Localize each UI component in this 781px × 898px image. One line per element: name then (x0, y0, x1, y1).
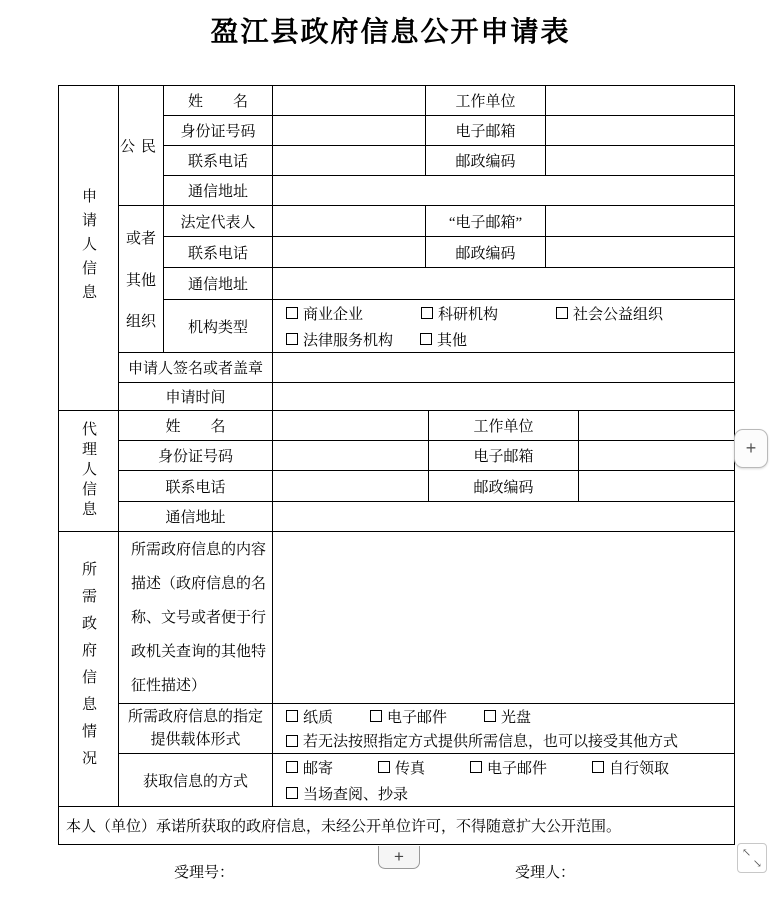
citizen-id-label: 身份证号码 (164, 116, 273, 146)
checkbox-label: 自行领取 (609, 760, 670, 777)
table-row (119, 502, 734, 532)
table-row (164, 116, 734, 146)
content-desc-value[interactable] (273, 532, 734, 704)
receiver-label: 受理人： (515, 865, 576, 881)
add-row-button[interactable] (378, 846, 420, 869)
organization-group-label-line: 其他 (125, 272, 156, 289)
agent-name-label: 姓 名 (119, 411, 273, 441)
agent-name-value[interactable] (273, 411, 429, 441)
org-address-value[interactable] (273, 268, 734, 300)
citizen-postcode-label: 邮政编码 (426, 146, 546, 176)
citizen-address-label: 通信地址 (164, 176, 273, 206)
content-desc-label-line: 政机关查询的其他特 (131, 643, 267, 660)
table-row (119, 754, 734, 807)
agent-address-value[interactable] (273, 502, 734, 532)
carrier-form-label-line: 所需政府信息的指定 (127, 708, 263, 725)
agent-phone-value[interactable] (273, 471, 429, 502)
signature-value[interactable] (273, 353, 734, 383)
checkbox-label: 科研机构 (438, 306, 499, 323)
checkbox-label: 电子邮件 (487, 760, 548, 777)
citizen-phone-label: 联系电话 (164, 146, 273, 176)
table-row (164, 146, 734, 176)
checkbox-icon[interactable] (420, 333, 432, 345)
requested-info-section-label: 所需政府信息情况 (59, 532, 119, 807)
checkbox-icon[interactable] (421, 307, 433, 319)
checkbox-label: 传真 (395, 760, 426, 777)
checkbox-option-public-welfare[interactable] (556, 303, 663, 324)
table-row (119, 532, 734, 704)
table-row (119, 441, 734, 471)
commitment-statement: 本人（单位）承诺所获取的政府信息，未经公开单位许可，不得随意扩大公开范围。 (66, 819, 622, 835)
agent-email-value[interactable] (579, 441, 734, 471)
agent-email-label: 电子邮箱 (429, 441, 579, 471)
checkbox-option-research[interactable] (421, 303, 498, 324)
requested-info-section (59, 532, 734, 807)
checkbox-label: 邮寄 (303, 760, 334, 777)
agent-postcode-label: 邮政编码 (429, 471, 579, 502)
table-row (164, 176, 734, 206)
checkbox-option-cd[interactable] (484, 706, 531, 727)
agent-section-label: 代理人信息 (59, 411, 119, 532)
table-row (164, 206, 734, 237)
applicant-section (59, 86, 734, 411)
organization-group-label-line: 组织 (125, 314, 156, 331)
org-email-value[interactable] (546, 206, 734, 237)
checkbox-label: 商业企业 (303, 306, 364, 323)
citizen-phone-value[interactable] (273, 146, 426, 176)
checkbox-icon[interactable] (286, 761, 298, 773)
checkbox-label: 光盘 (501, 709, 532, 726)
checkbox-icon[interactable] (286, 787, 298, 799)
checkbox-option-other[interactable] (420, 329, 467, 350)
agent-phone-label: 联系电话 (119, 471, 273, 502)
citizen-postcode-value[interactable] (546, 146, 734, 176)
org-postcode-label: 邮政编码 (426, 237, 546, 268)
carrier-form-options (273, 704, 734, 754)
citizen-email-value[interactable] (546, 116, 734, 146)
content-desc-label-line: 所需政府信息的内容 (131, 541, 267, 558)
carrier-form-label-line: 提供载体形式 (150, 731, 241, 748)
org-legal-rep-value[interactable] (273, 206, 426, 237)
plus-icon: + (745, 438, 757, 458)
checkbox-label: 纸质 (303, 709, 334, 726)
agent-workunit-value[interactable] (579, 411, 734, 441)
apply-time-value[interactable] (273, 383, 734, 411)
organization-group-label (119, 206, 164, 353)
content-desc-label-line: 描述（政府信息的名 (131, 575, 267, 592)
checkbox-label: 法律服务机构 (303, 332, 394, 349)
content-desc-label (119, 532, 273, 704)
checkbox-icon[interactable] (378, 761, 390, 773)
org-type-options (273, 300, 734, 353)
checkbox-icon[interactable] (286, 735, 298, 747)
obtain-method-options (273, 754, 734, 807)
checkbox-icon[interactable] (286, 710, 298, 722)
checkbox-icon[interactable] (370, 710, 382, 722)
checkbox-icon[interactable] (592, 761, 604, 773)
plus-icon: + (394, 847, 404, 866)
carrier-form-label (119, 704, 273, 754)
applicant-section-label: 申请人信息 (59, 86, 119, 411)
table-row (119, 353, 734, 383)
signature-label: 申请人签名或者盖章 (119, 353, 273, 383)
page-title: 盈江县政府信息公开申请表 (210, 17, 571, 48)
checkbox-icon[interactable] (484, 710, 496, 722)
citizen-email-label: 电子邮箱 (426, 116, 546, 146)
table-row (119, 704, 734, 754)
citizen-workunit-label: 工作单位 (426, 86, 546, 116)
org-postcode-value[interactable] (546, 237, 734, 268)
citizen-workunit-value[interactable] (546, 86, 734, 116)
checkbox-option-accept-other[interactable] (286, 730, 678, 751)
citizen-block (119, 86, 734, 206)
checkbox-option-mail[interactable] (286, 757, 333, 778)
org-type-label: 机构类型 (164, 300, 273, 353)
checkbox-option-email-obtain[interactable] (470, 757, 547, 778)
agent-id-label: 身份证号码 (119, 441, 273, 471)
organization-group-label-line: 或者 (125, 230, 156, 247)
checkbox-option-paper[interactable] (286, 706, 333, 727)
org-phone-label: 联系电话 (164, 237, 273, 268)
agent-section (59, 411, 734, 532)
table-row (119, 471, 734, 502)
checkbox-icon[interactable] (286, 307, 298, 319)
citizen-name-label: 姓 名 (164, 86, 273, 116)
org-address-label: 通信地址 (164, 268, 273, 300)
resize-table-button[interactable] (737, 843, 767, 873)
content-desc-label-line: 称、文号或者便于行 (131, 609, 267, 626)
agent-workunit-label: 工作单位 (429, 411, 579, 441)
table-row (164, 86, 734, 116)
receipt-number-label: 受理号： (174, 865, 235, 881)
checkbox-label: 电子邮件 (387, 709, 448, 726)
content-desc-label-line: 征性描述） (131, 677, 207, 694)
obtain-method-label: 获取信息的方式 (119, 754, 273, 807)
add-column-button[interactable] (734, 429, 768, 468)
checkbox-label: 社会公益组织 (573, 306, 664, 323)
checkbox-label: 若无法按照指定方式提供所需信息，也可以接受其他方式 (303, 734, 679, 751)
organization-block (119, 206, 734, 353)
citizen-id-value[interactable] (273, 116, 426, 146)
apply-time-label: 申请时间 (119, 383, 273, 411)
table-row (119, 411, 734, 441)
agent-address-label: 通信地址 (119, 502, 273, 532)
citizen-name-value[interactable] (273, 86, 426, 116)
table-row (164, 300, 734, 353)
checkbox-icon[interactable] (470, 761, 482, 773)
checkbox-option-email-carrier[interactable] (370, 706, 447, 727)
citizen-group-label: 公民 (119, 86, 164, 206)
table-row (119, 383, 734, 411)
agent-postcode-value[interactable] (579, 471, 734, 502)
org-legal-rep-label: 法定代表人 (164, 206, 273, 237)
org-phone-value[interactable] (273, 237, 426, 268)
org-email-label: “电子邮箱” (426, 206, 546, 237)
checkbox-option-onsite-read[interactable] (286, 783, 408, 804)
checkbox-icon[interactable] (286, 333, 298, 345)
arrow-down-right-icon: ↘ (752, 858, 762, 870)
table-row (59, 807, 734, 844)
table-row (164, 237, 734, 268)
agent-id-value[interactable] (273, 441, 429, 471)
table-row (164, 268, 734, 300)
checkbox-label: 其他 (437, 332, 468, 349)
citizen-address-value[interactable] (273, 176, 734, 206)
checkbox-label: 当场查阅、抄录 (303, 786, 409, 803)
application-form-table (58, 85, 735, 845)
checkbox-icon[interactable] (556, 307, 568, 319)
checkbox-option-legal-service[interactable] (286, 329, 393, 350)
checkbox-option-commercial[interactable] (286, 303, 363, 324)
checkbox-option-self-pickup[interactable] (592, 757, 669, 778)
arrow-up-left-icon: ↖ (742, 847, 752, 859)
checkbox-option-fax[interactable] (378, 757, 425, 778)
